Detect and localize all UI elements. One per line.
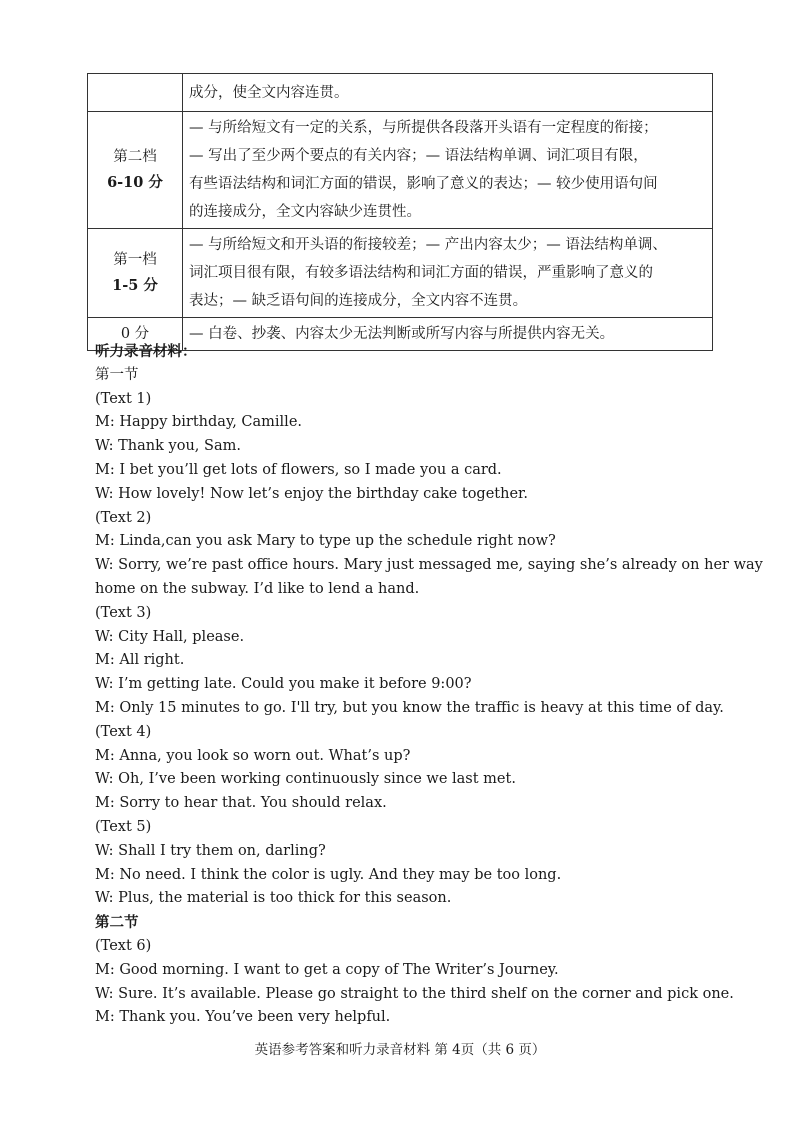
transcript-line: home on the subway. I’d like to lend a hand. xyxy=(95,580,420,597)
transcript-line: M: Only 15 minutes to go. I'll try, but you know the traffic is heavy at this time of day. xyxy=(95,699,724,716)
rubric-level-cell xyxy=(88,112,183,229)
rubric-level-cell xyxy=(88,229,183,318)
transcript-line: M: Sorry to hear that. You should relax. xyxy=(95,795,387,812)
rubric-description-line: 有些语法结构和词汇方面的错误，影响了意义的表达；— 较少使用语句间 xyxy=(189,176,658,192)
transcript-line: W: I’m getting late. Could you make it before 9:00? xyxy=(95,676,472,693)
transcript-line: M: Thank you. You’ve been very helpful. xyxy=(95,1009,391,1026)
rubric-level-name: 0 分 xyxy=(120,326,150,342)
page-footer: 英语参考答案和听力录音材料 第 4页（共 6 页） xyxy=(254,1042,546,1058)
transcript-line: W: Oh, I’ve been working continuously since we last met. xyxy=(95,771,516,788)
transcript-line: W: Shall I try them on, darling? xyxy=(95,842,326,859)
transcript-line: (Text 4) xyxy=(95,723,152,740)
transcript-line: W: Sorry, we’re past office hours. Mary just messaged me, saying she’s already on her way xyxy=(95,557,763,574)
transcript-line: (Text 2) xyxy=(95,509,152,526)
rubric-description-line: — 与所给短文有一定的关系，与所提供各段落开头语有一定程度的衔接； xyxy=(189,120,658,136)
transcript-line: (Text 6) xyxy=(95,937,152,954)
rubric-description-line: 词汇项目很有限，有较多语法结构和词汇方面的错误，严重影响了意义的 xyxy=(189,265,653,281)
rubric-level-name: 第一档 xyxy=(113,252,157,268)
transcript-line: M: Happy birthday, Camille. xyxy=(95,414,303,431)
rubric-description-line: 的连接成分，全文内容缺少连贯性。 xyxy=(189,204,421,220)
rubric-description-line: — 与所给短文和开头语的衔接较差；— 产出内容太少；— 语法结构单调、 xyxy=(189,237,667,253)
transcript-line: (Text 3) xyxy=(95,604,152,621)
scoring-rubric-table xyxy=(87,73,713,351)
rubric-description-line: 成分，使全文内容连贯。 xyxy=(189,84,349,101)
transcript-line: M: Anna, you look so worn out. What’s up? xyxy=(95,747,411,764)
transcript-line: W: Thank you, Sam. xyxy=(95,438,241,455)
rubric-description-cell xyxy=(183,112,713,229)
transcript-line: W: City Hall, please. xyxy=(95,628,245,645)
rubric-description-line: — 写出了至少两个要点的有关内容；— 语法结构单调、词汇项目有限， xyxy=(189,148,648,164)
transcript-line: 第二节 xyxy=(95,914,139,932)
transcript-heading: 听力录音材料： xyxy=(95,343,197,360)
transcript-line: M: No need. I think the color is ugly. And they may be too long. xyxy=(95,866,562,883)
rubric-row-level-2 xyxy=(88,112,713,229)
rubric-description-cell xyxy=(183,74,713,112)
transcript-line: (Text 1) xyxy=(95,390,152,407)
transcript-lines xyxy=(95,364,763,1030)
rubric-level-score: 1-5 分 xyxy=(112,277,158,294)
transcript-line: M: I bet you’ll get lots of flowers, so I made you a card. xyxy=(95,461,502,478)
transcript-line: 第一节 xyxy=(95,366,139,383)
rubric-row-level-1 xyxy=(88,229,713,318)
transcript-line: M: Linda,can you ask Mary to type up the schedule right now? xyxy=(95,533,556,550)
transcript-line: (Text 5) xyxy=(95,818,152,835)
rubric-description-line: 表达；— 缺乏语句间的连接成分，全文内容不连贯。 xyxy=(189,293,528,309)
transcript-line: M: Good morning. I want to get a copy of The Writer’s Journey. xyxy=(95,961,559,978)
rubric-description-line: — 白卷、抄袭、内容太少无法判断或所写内容与所提供内容无关。 xyxy=(189,326,615,342)
listening-transcript xyxy=(95,340,763,1030)
transcript-line: M: All right. xyxy=(95,652,185,669)
rubric-row-continued xyxy=(88,74,713,112)
rubric-level-cell xyxy=(88,74,183,112)
rubric-level-name: 第二档 xyxy=(113,149,157,165)
rubric-level-score: 6-10 分 xyxy=(107,174,163,191)
rubric-description-cell xyxy=(183,229,713,318)
transcript-line: W: How lovely! Now let’s enjoy the birthday cake together. xyxy=(95,485,528,502)
transcript-line: W: Plus, the material is too thick for this season. xyxy=(95,890,452,907)
transcript-line: W: Sure. It’s available. Please go straight to the third shelf on the corner and pick one. xyxy=(95,985,734,1002)
